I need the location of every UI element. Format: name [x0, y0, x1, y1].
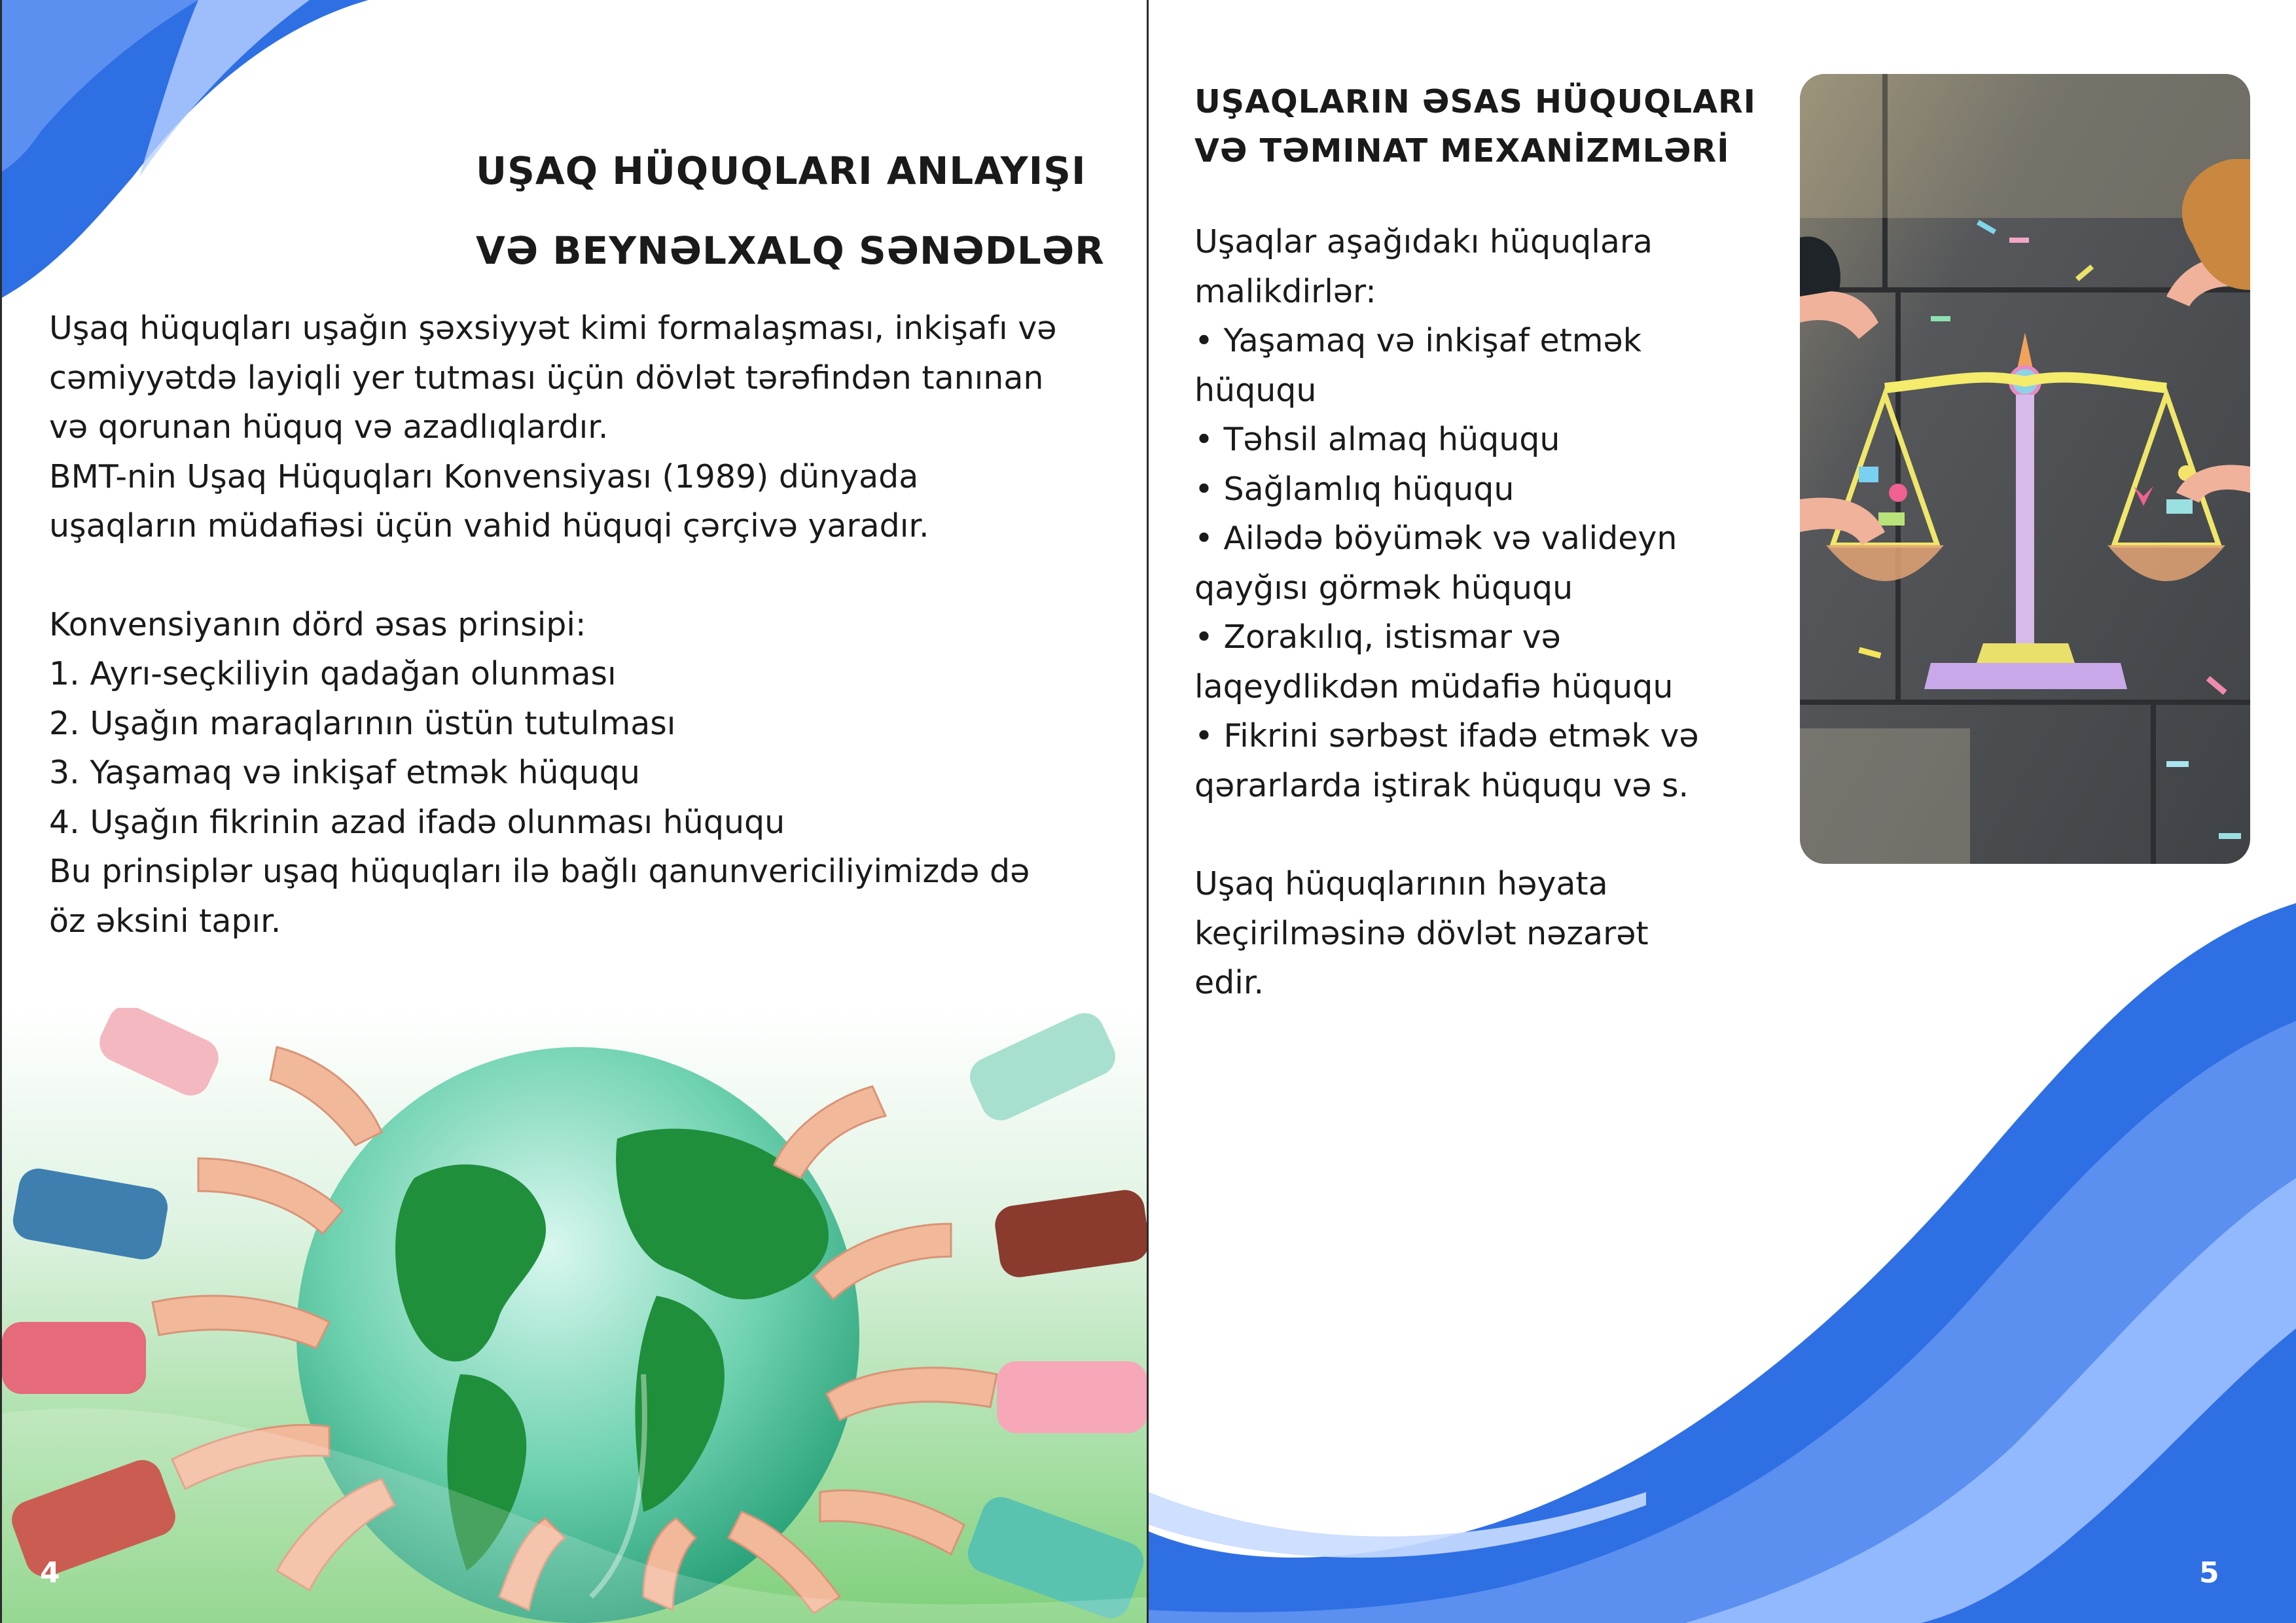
- page-number-right: 5: [2199, 1556, 2219, 1590]
- top-left-wave-decoration: [2, 0, 408, 314]
- paragraph-spacer: [49, 551, 1109, 600]
- chalk-scales-photo-frame: [1800, 74, 2250, 864]
- chalk-scales-photo: [1800, 74, 2250, 864]
- rights-item: qərarlarda iştirak hüququ və s.: [1194, 766, 1689, 804]
- left-page-title: [476, 131, 1117, 291]
- rights-item: hüququ: [1194, 371, 1317, 409]
- right-title-line-1: UŞAQLARIN ƏSAS HÜQUQLARI: [1194, 83, 1757, 120]
- intro-line: və qorunan hüquq və azadlıqlardır.: [49, 408, 609, 446]
- left-title-line-1: UŞAQ HÜQUQLARI ANLAYIŞI: [476, 149, 1086, 193]
- right-page: [1149, 0, 2296, 1623]
- principles-heading: Konvensiyanın dörd əsas prinsipi:: [49, 605, 586, 643]
- intro-line: uşaqların müdafiəsi üçün vahid hüquqi çərçivə yaradır.: [49, 507, 929, 544]
- principle-item: 4. Uşağın fikrinin azad ifadə olunması hüququ: [49, 803, 785, 841]
- rights-item: qayğısı görmək hüququ: [1194, 569, 1573, 607]
- rights-item: laqeydlikdən müdafiə hüququ: [1194, 668, 1674, 705]
- closing-line: edir.: [1194, 964, 1265, 1001]
- rights-intro-line: Uşaqlar aşağıdakı hüquqlara: [1194, 223, 1653, 260]
- right-body-text: [1194, 217, 1731, 1008]
- left-title-line-2: VƏ BEYNƏLXALQ SƏNƏDLƏR: [476, 228, 1105, 273]
- principle-item: 3. Yaşamaq və inkişaf etmək hüququ: [49, 754, 640, 791]
- paragraph-spacer: [1194, 810, 1731, 859]
- page-number-left: 4: [40, 1556, 60, 1590]
- globe-hands-photo: [2, 1008, 1147, 1623]
- rights-item: • Yaşamaq və inkişaf etmək: [1194, 322, 1642, 359]
- right-title-line-2: VƏ TƏMINAT MEXANİZMLƏRİ: [1194, 132, 1730, 169]
- left-page: [0, 0, 1147, 1623]
- closing-line: öz əksini tapır.: [49, 902, 281, 940]
- principle-item: 1. Ayrı-seçkiliyin qadağan olunması: [49, 655, 617, 692]
- principle-item: 2. Uşağın maraqlarının üstün tutulması: [49, 704, 676, 742]
- rights-item: • Fikrini sərbəst ifadə etmək və: [1194, 717, 1699, 755]
- left-body-text: [49, 304, 1109, 946]
- intro-line: cəmiyyətdə layiqli yer tutması üçün dövlət tərəfindən tanınan: [49, 359, 1044, 397]
- intro-line: BMT-nin Uşaq Hüquqları Konvensiyası (1989) dünyada: [49, 457, 919, 495]
- rights-item: • Zorakılıq, istismar və: [1194, 618, 1561, 656]
- closing-line: Bu prinsiplər uşaq hüquqları ilə bağlı qanunvericiliyimizdə də: [49, 853, 1030, 890]
- rights-item: • Təhsil almaq hüququ: [1194, 421, 1560, 458]
- right-page-title: [1194, 77, 1770, 175]
- bottom-right-wave-decoration: [1149, 903, 2296, 1623]
- rights-item: • Sağlamlıq hüququ: [1194, 470, 1515, 508]
- rights-intro-line: malikdirlər:: [1194, 272, 1376, 310]
- rights-item: • Ailədə böyümək və valideyn: [1194, 520, 1677, 557]
- closing-line: Uşaq hüquqlarının həyata: [1194, 865, 1608, 902]
- closing-line: keçirilməsinə dövlət nəzarət: [1194, 914, 1649, 952]
- intro-line: Uşaq hüquqları uşağın şəxsiyyət kimi formalaşması, inkişafı və: [49, 310, 1057, 347]
